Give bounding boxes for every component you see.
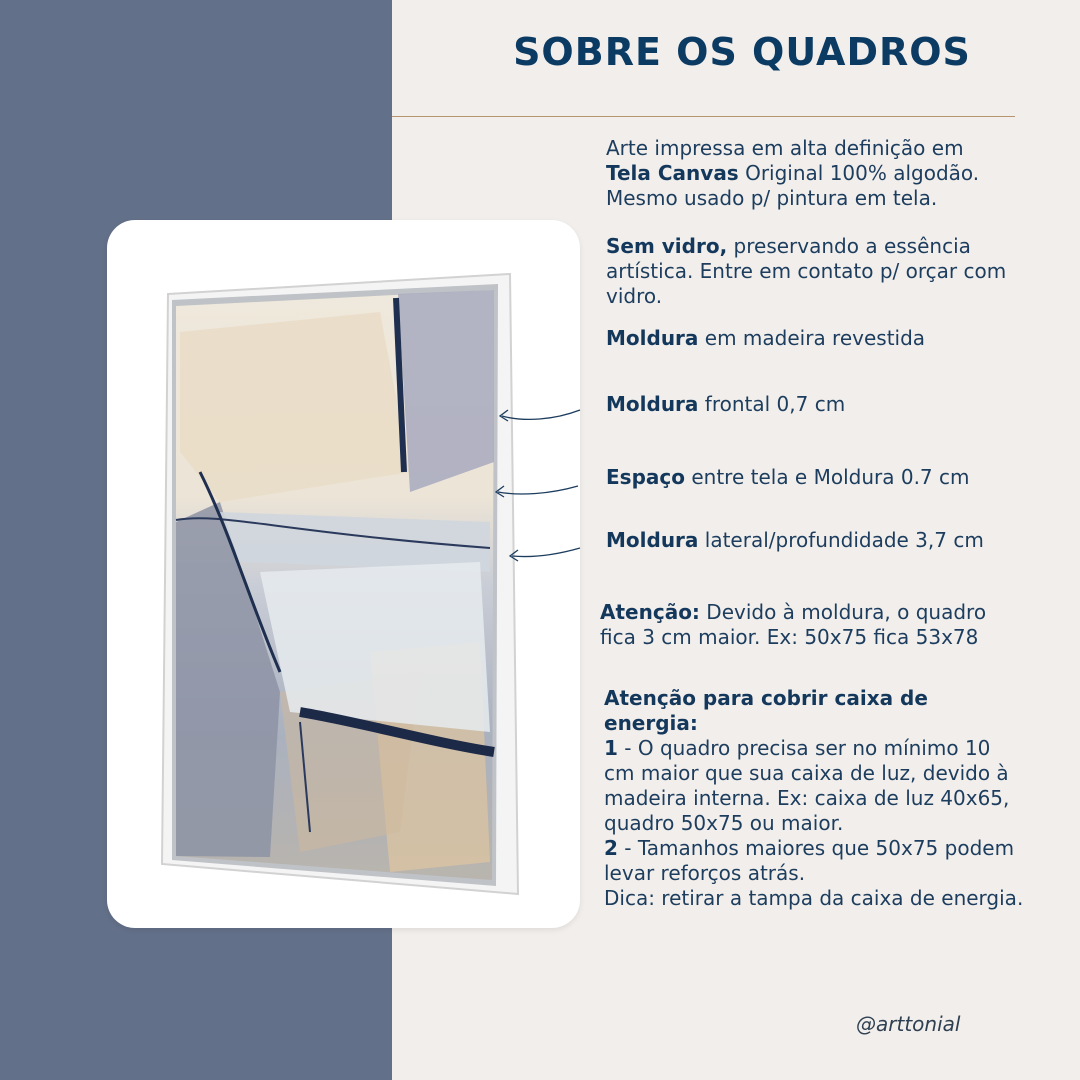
info-moldura-lateral	[606, 528, 996, 553]
info-canvas-line2-rest: Original 100% algodão.	[738, 161, 980, 185]
info-caixa-energia	[604, 686, 1024, 911]
info-atencao-tamanho	[600, 600, 1020, 650]
sem-vidro-text: preservando a essência artística. Entre em contato p/ orçar com vidro.	[606, 234, 1007, 308]
espaco-text: entre tela e Moldura 0.7 cm	[684, 465, 970, 489]
arrow-lateral-icon	[504, 540, 584, 570]
item2-text: - Tamanhos maiores que 50x75 podem levar reforços atrás.	[604, 836, 1015, 885]
info-moldura-frontal	[606, 392, 1026, 417]
info-canvas-line2	[606, 161, 1026, 186]
sem-vidro-label: Sem vidro,	[606, 234, 728, 258]
arrow-espaco-icon	[490, 476, 580, 506]
moldura-lateral-text: lateral/profundidade 3,7 cm	[698, 528, 984, 552]
atencao-tamanho-text: Devido à moldura, o quadro fica 3 cm maior. Ex: 50x75 fica 53x78	[600, 600, 987, 649]
info-espaco	[606, 465, 1036, 490]
item1-number: 1	[604, 736, 618, 760]
tela-canvas-label: Tela Canvas	[606, 161, 739, 185]
espaco-label: Espaço	[606, 465, 685, 489]
social-handle: @arttonial	[856, 1012, 961, 1036]
arrow-frontal-icon	[494, 398, 584, 428]
caixa-energia-dica: Dica: retirar a tampa da caixa de energia.	[604, 886, 1024, 910]
title-divider	[392, 116, 1015, 117]
info-canvas-line1: Arte impressa em alta definição em	[606, 136, 964, 160]
item1-text: - O quadro precisa ser no mínimo 10 cm maior que sua caixa de luz, devido à madeira interna. Ex: caixa de luz 40x65, quadro 50x75 ou maior.	[604, 736, 1010, 835]
framed-canvas-image	[160, 272, 520, 900]
moldura-label-3: Moldura	[606, 528, 699, 552]
moldura-frontal-text: frontal 0,7 cm	[698, 392, 846, 416]
caixa-energia-item1	[604, 736, 1024, 836]
caixa-energia-heading-text: Atenção para cobrir caixa de energia:	[604, 686, 928, 735]
info-canvas	[606, 136, 1026, 211]
atencao-label: Atenção:	[600, 600, 700, 624]
moldura-revestida-text: em madeira revestida	[698, 326, 926, 350]
caixa-energia-item2	[604, 836, 1024, 886]
moldura-label-2: Moldura	[606, 392, 699, 416]
info-sem-vidro	[606, 234, 1016, 309]
moldura-label-1: Moldura	[606, 326, 699, 350]
caixa-energia-heading	[604, 686, 1024, 736]
info-moldura-revestida	[606, 326, 1026, 351]
page-title: SOBRE OS QUADROS	[513, 30, 971, 74]
info-canvas-line3: Mesmo usado p/ pintura em tela.	[606, 186, 938, 210]
item2-number: 2	[604, 836, 618, 860]
